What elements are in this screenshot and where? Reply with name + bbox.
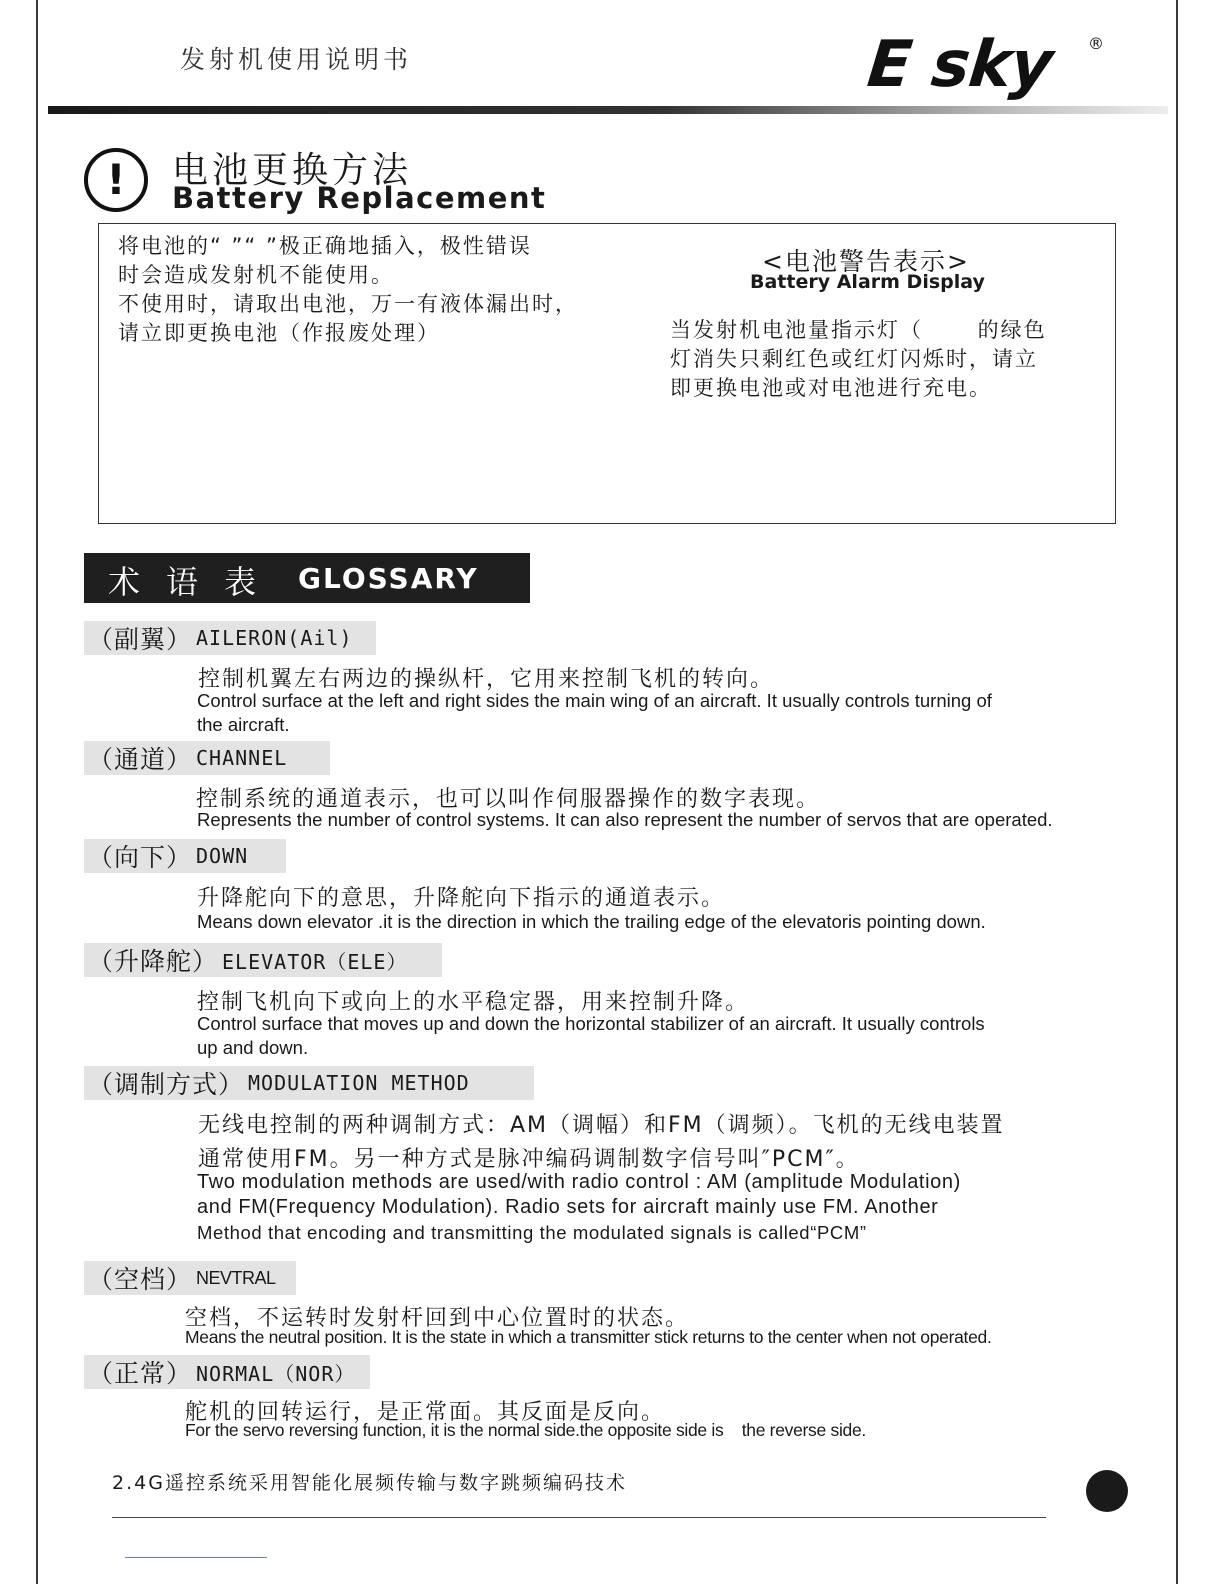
esky-logo: E sky (864, 28, 1056, 102)
definition-en (197, 689, 992, 737)
definition-cn-line: 无线电控制的两种调制方式：AM（调幅）和FM（调频）。飞机的无线电装置 (198, 1113, 1005, 1138)
term-channel (84, 741, 330, 775)
term-en: AILERON(Ail) (196, 626, 353, 650)
definition-en (197, 1170, 961, 1245)
instruction-line: 将电池的“ ”“ ”极正确地插入，极性错误 (118, 234, 532, 258)
alarm-line: 即更换电池或对电池进行充电。 (670, 376, 992, 400)
term-en: CHANNEL (196, 746, 288, 770)
definition-cn: 升降舵向下的意思，升降舵向下指示的通道表示。 (197, 886, 726, 911)
alarm-title-en: Battery Alarm Display (750, 271, 985, 293)
definition-cn: 控制系统的通道表示，也可以叫作伺服器操作的数字表现。 (196, 787, 821, 812)
header-divider (48, 106, 1168, 114)
definition-cn: 空档，不运转时发射杆回到中心位置时的状态。 (185, 1306, 690, 1331)
exclamation-circle-icon: ! (84, 148, 148, 212)
term-down (84, 839, 286, 873)
definition-cn: 控制飞机向下或向上的水平稳定器，用来控制升降。 (197, 990, 750, 1015)
instruction-line: 不使用时，请取出电池，万一有液体漏出时， (118, 292, 578, 316)
term-modulation-method (84, 1066, 534, 1100)
glossary-title-en: GLOSSARY (298, 562, 479, 595)
term-elevator (84, 943, 442, 977)
term-neutral (84, 1261, 296, 1295)
definition-en (197, 808, 1053, 832)
term-cn: （正常） (88, 1359, 193, 1388)
definition-cn: 舵机的回转运行，是正常面。其反面是反向。 (185, 1400, 666, 1425)
term-en: MODULATION METHOD (248, 1071, 470, 1095)
term-cn: （升降舵） (88, 947, 219, 976)
definition-en-line: For the servo reversing function, it is the normal side.the opposite side is the reverse side. (185, 1420, 866, 1440)
alarm-title-cn: <电池警告表示> (762, 247, 970, 276)
term-aileron (84, 621, 376, 655)
term-cn: （通道） (88, 745, 193, 774)
footer-divider (112, 1517, 1046, 1518)
definition-en-line: Represents the number of control systems. It can also represent the number of servos that are operated. (197, 809, 1053, 830)
term-en: DOWN (196, 844, 249, 868)
definition-en-line: Control surface that moves up and down the horizontal stabilizer of an aircraft. It usually controls (197, 1013, 985, 1034)
definition-en-line: the aircraft. (197, 714, 290, 735)
page-number-dot (1086, 1470, 1128, 1512)
instruction-line: 请立即更换电池（作报废处理） (118, 321, 440, 345)
term-en: NEVTRAL (196, 1267, 276, 1288)
term-en: NORMAL（NOR） (196, 1361, 356, 1386)
page-border-left (36, 0, 38, 1584)
instruction-line: 时会造成发射机不能使用。 (118, 263, 394, 287)
battery-title-en: Battery Replacement (172, 181, 547, 215)
alarm-line: 灯消失只剩红色或红灯闪烁时，请立 (670, 347, 1038, 371)
registered-mark: ® (1088, 34, 1104, 53)
page-border-right (1176, 0, 1178, 1584)
alarm-line: 当发射机电池量指示灯（ 的绿色 (670, 318, 1047, 342)
definition-en (197, 1012, 985, 1060)
term-cn: （空档） (88, 1265, 193, 1294)
definition-en-line: up and down. (197, 1037, 309, 1058)
battery-instructions (118, 232, 578, 348)
battery-title-cn: 电池更换方法 (172, 150, 413, 191)
term-cn: （调制方式） (88, 1070, 245, 1099)
definition-en-line: Control surface at the left and right sides the main wing of an aircraft. It usually controls turning of (197, 690, 992, 711)
definition-en (185, 1419, 866, 1441)
footer-slogan: 2.4G遥控系统采用智能化展频传输与数字跳频编码技术 (112, 1472, 627, 1494)
definition-en-line: Means the neutral position. It is the state in which a transmitter stick returns to the center when not operated. (185, 1327, 992, 1347)
manual-title: 发射机使用说明书 (180, 45, 413, 74)
definition-en (185, 1326, 992, 1348)
definition-cn (198, 1109, 1005, 1177)
definition-en-line: Means down elevator .it is the direction in which the trailing edge of the elevatoris pointing down. (197, 911, 986, 932)
term-normal (84, 1355, 370, 1389)
alarm-description (670, 316, 1047, 403)
definition-en-line: Two modulation methods are used/with radio control : AM (amplitude Modulation) (197, 1171, 961, 1193)
glossary-title-cn: 术语表 (108, 563, 283, 601)
term-cn: （副翼） (88, 625, 193, 654)
definition-en (197, 910, 986, 934)
term-cn: （向下） (88, 843, 193, 872)
definition-en-line: Method that encoding and transmitting the modulated signals is called“PCM” (197, 1222, 867, 1243)
term-en: ELEVATOR（ELE） (222, 949, 408, 974)
definition-cn: 控制机翼左右两边的操纵杆，它用来控制飞机的转向。 (198, 667, 775, 692)
footer-accent-line (125, 1557, 267, 1558)
definition-en-line: and FM(Frequency Modulation). Radio sets for aircraft mainly use FM. Another (197, 1196, 939, 1218)
definition-cn-line: 通常使用FM。另一种方式是脉冲编码调制数字信号叫″PCM″。 (198, 1147, 860, 1172)
